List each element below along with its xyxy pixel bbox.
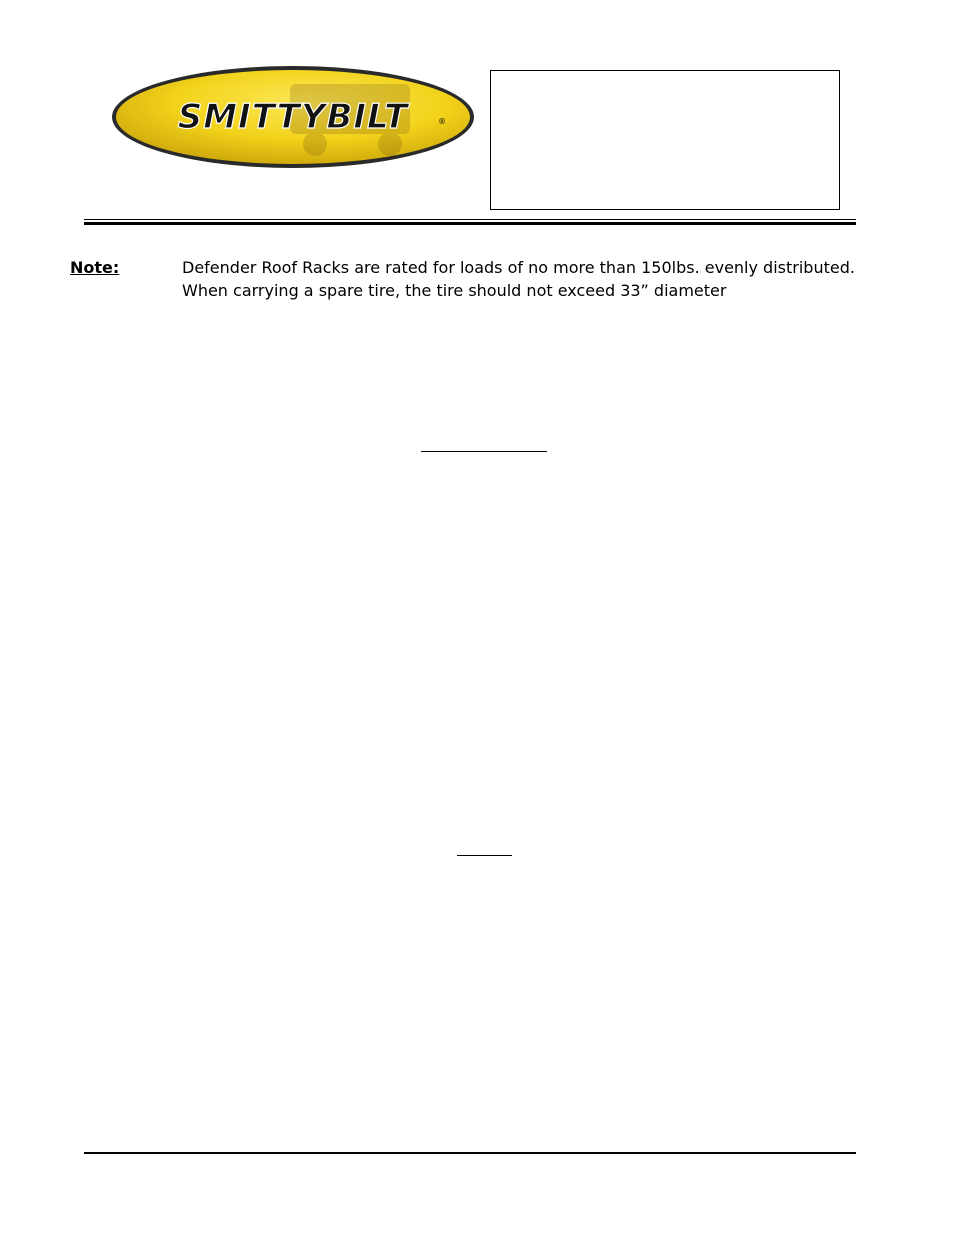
footer-divider <box>84 1152 856 1154</box>
note-text-line-1: Defender Roof Racks are rated for loads of no more than 150lbs. evenly distributed. <box>182 258 855 277</box>
smittybilt-logo <box>110 64 476 170</box>
header-info-box <box>490 70 840 210</box>
header-divider-thin <box>84 219 856 220</box>
note-text-line-2: When carrying a spare tire, the tire should not exceed 33” diameter <box>182 281 727 300</box>
logo-brand-text: SMITTYBILT <box>177 97 409 137</box>
logo-trademark: ® <box>438 117 446 126</box>
header-divider-thick <box>84 222 856 225</box>
note-label: Note: <box>70 258 120 277</box>
blank-heading-underline-2 <box>457 855 512 856</box>
blank-heading-underline <box>421 451 547 452</box>
